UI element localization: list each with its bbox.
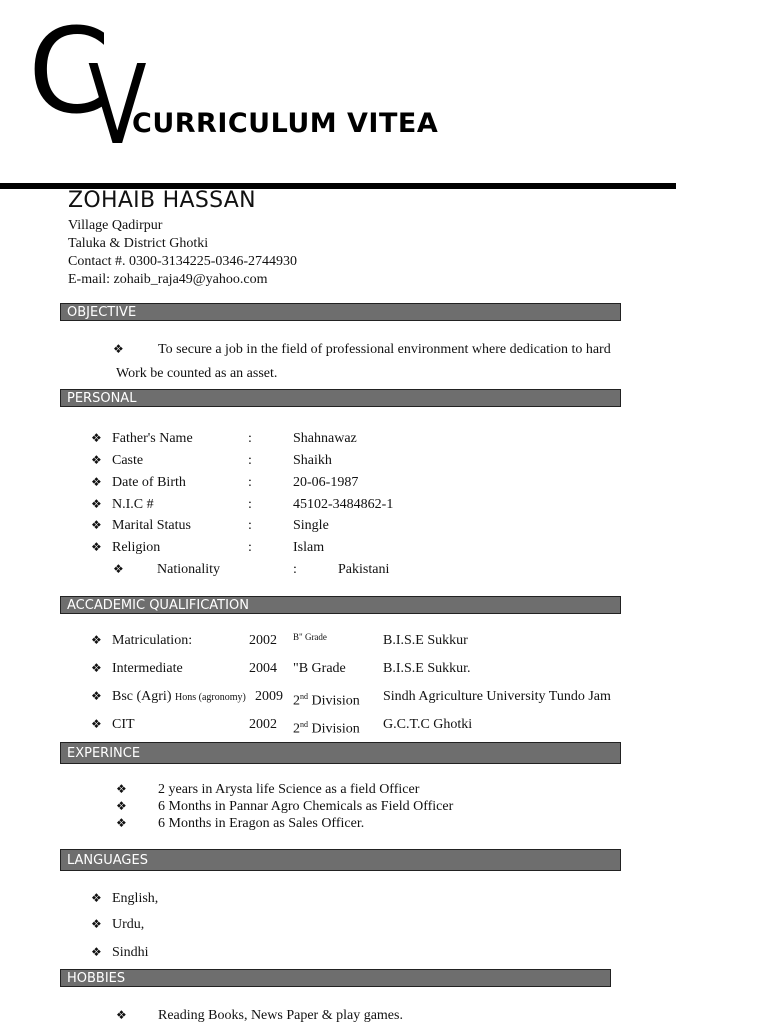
bullet-icon: ❖ bbox=[116, 1008, 127, 1022]
bullet-icon: ❖ bbox=[91, 689, 102, 703]
personal-label: Date of Birth bbox=[112, 475, 186, 490]
section-header-objective: OBJECTIVE bbox=[60, 303, 621, 321]
section-header-personal: PERSONAL bbox=[60, 389, 621, 407]
bullet-icon: ❖ bbox=[116, 799, 127, 813]
bullet-icon: ❖ bbox=[91, 633, 102, 647]
personal-label: Marital Status bbox=[112, 518, 191, 533]
academic-board: G.C.T.C Ghotki bbox=[383, 717, 473, 732]
personal-separator: : bbox=[248, 497, 252, 512]
academic-degree: Intermediate bbox=[112, 661, 183, 676]
personal-separator: : bbox=[248, 453, 252, 468]
bullet-icon: ❖ bbox=[91, 917, 102, 931]
personal-label: Nationality bbox=[157, 562, 220, 577]
bullet-icon: ❖ bbox=[113, 342, 124, 356]
bullet-icon: ❖ bbox=[91, 891, 102, 905]
logo-letter-c: C bbox=[28, 2, 107, 140]
bullet-icon: ❖ bbox=[116, 782, 127, 796]
academic-degree: Matriculation: bbox=[112, 633, 193, 648]
personal-value: 20-06-1987 bbox=[293, 475, 359, 490]
experience-item: 6 Months in Eragon as Sales Officer. bbox=[158, 816, 365, 831]
academic-year: 2009 bbox=[255, 689, 283, 704]
candidate-name: ZOHAIB HASSAN bbox=[68, 188, 256, 213]
objective-text-line-2: Work be counted as an asset. bbox=[116, 366, 278, 381]
personal-value: 45102-3484862-1 bbox=[293, 497, 394, 512]
experience-item: 6 Months in Pannar Agro Chemicals as Field Officer bbox=[158, 799, 454, 814]
experience-item: 2 years in Arysta life Science as a field Officer bbox=[158, 782, 420, 797]
document-title: CURRICULUM VITEA bbox=[132, 108, 439, 139]
section-header-languages: LANGUAGES bbox=[60, 849, 621, 871]
language-item: Sindhi bbox=[112, 945, 149, 960]
academic-grade: 2nd Division bbox=[293, 720, 360, 737]
personal-value: Islam bbox=[293, 540, 325, 555]
bullet-icon: ❖ bbox=[113, 562, 124, 576]
personal-label: Caste bbox=[112, 453, 144, 468]
personal-separator: : bbox=[293, 562, 297, 577]
personal-label: Father's Name bbox=[112, 431, 193, 446]
personal-label: Religion bbox=[112, 540, 161, 555]
bullet-icon: ❖ bbox=[91, 518, 102, 532]
personal-separator: : bbox=[248, 540, 252, 555]
academic-grade: 2nd Division bbox=[293, 692, 360, 709]
personal-separator: : bbox=[248, 475, 252, 490]
section-header-experience: EXPERINCE bbox=[60, 742, 621, 764]
personal-value: Shahnawaz bbox=[293, 431, 357, 446]
academic-year: 2002 bbox=[249, 633, 277, 648]
language-item: Urdu, bbox=[112, 917, 145, 932]
personal-label: N.I.C # bbox=[112, 497, 154, 512]
academic-degree: Bsc (Agri) Hons (agronomy) bbox=[112, 689, 246, 704]
academic-board: Sindh Agriculture University Tundo Jam bbox=[383, 689, 611, 704]
bullet-icon: ❖ bbox=[91, 717, 102, 731]
personal-value: Shaikh bbox=[293, 453, 332, 468]
section-header-hobbies: HOBBIES bbox=[60, 969, 611, 987]
bullet-icon: ❖ bbox=[91, 661, 102, 675]
bullet-icon: ❖ bbox=[91, 945, 102, 959]
academic-year: 2004 bbox=[249, 661, 277, 676]
bullet-icon: ❖ bbox=[91, 475, 102, 489]
academic-year: 2002 bbox=[249, 717, 277, 732]
personal-value: Single bbox=[293, 518, 329, 533]
contact-email: E-mail: zohaib_raja49@yahoo.com bbox=[68, 272, 268, 287]
address-line-2: Taluka & District Ghotki bbox=[68, 236, 209, 251]
bullet-icon: ❖ bbox=[91, 431, 102, 445]
contact-phone: Contact #. 0300-3134225-0346-2744930 bbox=[68, 254, 298, 269]
language-item: English, bbox=[112, 891, 159, 906]
hobby-item: Reading Books, News Paper & play games. bbox=[158, 1008, 403, 1023]
personal-value: Pakistani bbox=[338, 562, 390, 577]
academic-board: B.I.S.E Sukkur. bbox=[383, 661, 471, 676]
personal-separator: : bbox=[248, 431, 252, 446]
logo-letter-v: V bbox=[88, 41, 147, 169]
academic-board: B.I.S.E Sukkur bbox=[383, 633, 468, 648]
academic-grade: "B Grade bbox=[293, 661, 346, 676]
personal-separator: : bbox=[248, 518, 252, 533]
objective-text-line-1: To secure a job in the field of professional environment where dedication to hard bbox=[158, 342, 611, 357]
academic-degree: CIT bbox=[112, 717, 135, 732]
bullet-icon: ❖ bbox=[91, 453, 102, 467]
bullet-icon: ❖ bbox=[116, 816, 127, 830]
bullet-icon: ❖ bbox=[91, 540, 102, 554]
bullet-icon: ❖ bbox=[91, 497, 102, 511]
address-line-1: Village Qadirpur bbox=[68, 218, 163, 233]
section-header-academic: ACCADEMIC QUALIFICATION bbox=[60, 596, 621, 614]
academic-grade: B" Grade bbox=[293, 632, 327, 642]
